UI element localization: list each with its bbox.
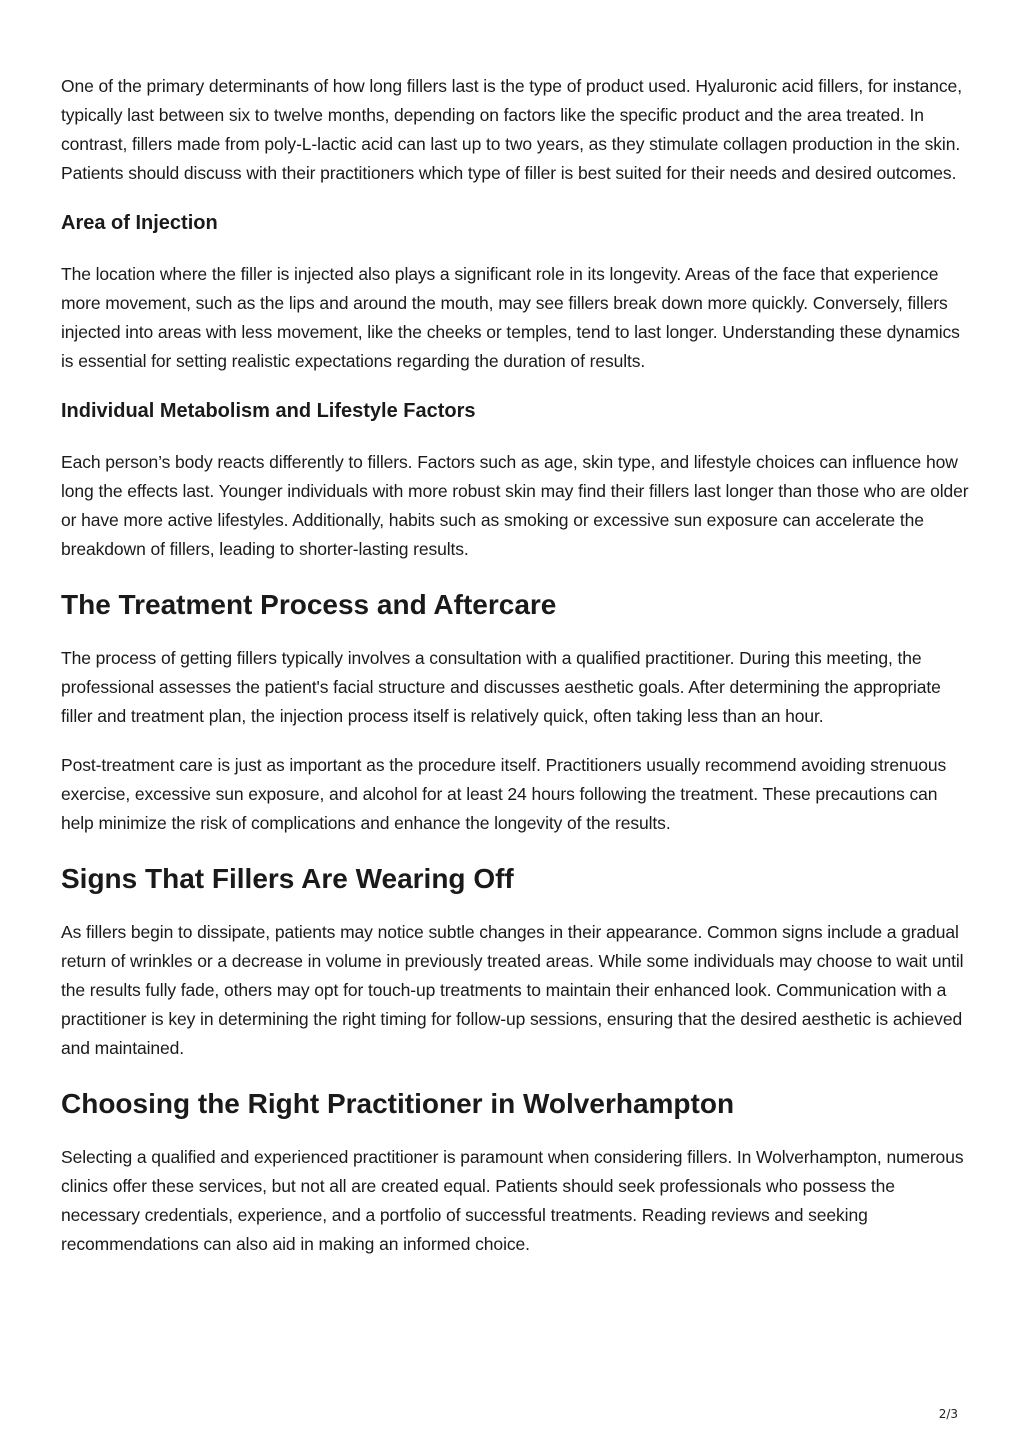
treatment-process-heading: The Treatment Process and Aftercare	[61, 589, 557, 620]
page-number: 2/3	[938, 1407, 958, 1421]
practitioner-paragraph: Selecting a qualified and experienced practitioner is paramount when considering fillers. In Wolverhampton, numerous clinics offer these services, but not all are created equal. Patients should seek professionals who possess the necessary credentials, experience, and a portfolio of successful treatments. Reading reviews and seeking recommendations can also aid in making an informed choice.	[61, 1147, 964, 1254]
area-of-injection-heading: Area of Injection	[61, 212, 218, 234]
signs-paragraph: As fillers begin to dissipate, patients may notice subtle changes in their appearance. Common signs include a gradual return of wrinkles or a decrease in volume in previously treated areas. While some individuals may choose to wait until the results fully fade, others may opt for touch-up treatments to maintain their enhanced look. Communication with a practitioner is key in determining the right timing for follow-up sessions, ensuring that the desired aesthetic is achieved and maintained.	[61, 922, 964, 1058]
document-page	[61, 72, 973, 1259]
signs-heading: Signs That Fillers Are Wearing Off	[61, 863, 514, 894]
metabolism-paragraph: Each person’s body reacts differently to fillers. Factors such as age, skin type, and lifestyle choices can influence how long the effects last. Younger individuals with more robust skin may find their fillers last longer than those who are older or have more active lifestyles. Additionally, habits such as smoking or excessive sun exposure can accelerate the breakdown of fillers, leading to shorter-lasting results.	[61, 452, 969, 559]
area-of-injection-paragraph: The location where the filler is injected also plays a significant role in its longevity. Areas of the face that experience more movement, such as the lips and around the mouth, may see fillers break down more quickly. Conversely, fillers injected into areas with less movement, like the cheeks or temples, tend to last longer. Understanding these dynamics is essential for setting realistic expectations regarding the duration of results.	[61, 264, 960, 371]
metabolism-heading: Individual Metabolism and Lifestyle Factors	[61, 400, 476, 422]
treatment-paragraph-1: The process of getting fillers typically involves a consultation with a qualified practitioner. During this meeting, the professional assesses the patient's facial structure and discusses aesthetic goals. After determining the appropriate filler and treatment plan, the injection process itself is relatively quick, often taking less than an hour.	[61, 648, 941, 726]
practitioner-heading: Choosing the Right Practitioner in Wolverhampton	[61, 1088, 735, 1119]
intro-paragraph: One of the primary determinants of how long fillers last is the type of product used. Hyaluronic acid fillers, for instance, typically last between six to twelve months, depending on factors like the specific product and the area treated. In contrast, fillers made from poly-L-lactic acid can last up to two years, as they stimulate collagen production in the skin. Patients should discuss with their practitioners which type of filler is best suited for their needs and desired outcomes.	[61, 76, 962, 183]
treatment-paragraph-2: Post-treatment care is just as important as the procedure itself. Practitioners usually recommend avoiding strenuous exercise, excessive sun exposure, and alcohol for at least 24 hours following the treatment. These precautions can help minimize the risk of complications and enhance the longevity of the results.	[61, 755, 947, 833]
